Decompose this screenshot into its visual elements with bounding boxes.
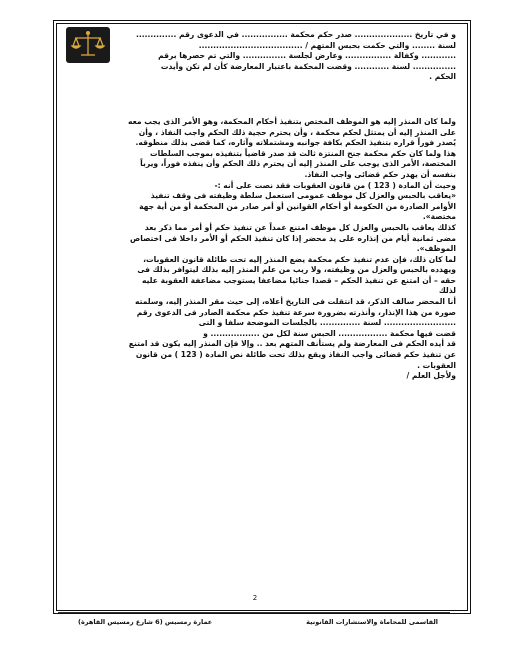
footer-office-name: القاسمى للمحاماة والاستشارات القانونية (306, 618, 438, 626)
page-footer (78, 616, 438, 628)
footer-address: عمارة رمسيس (6 شارع رمسيس القاهرة) (78, 618, 213, 626)
paragraph-court-ruling: هذا ولما كان حكم محكمة جنح المنتزة ثالث قد صدر قاضياً بتنفيذه بموجب السلطات المختصة، الأمر الذى يوجب على المنذر إليه أن يحترم ذلك الحكم وأن ينفذه فوراً، ويرباً بنفسه أن يهدر حكم قضائى واجب النفاذ. (140, 148, 456, 179)
document-body (126, 30, 456, 382)
paragraph-appeal-line: ............... لسنة ............ وقضت المحكمة باعتبار المعارضة كأن لم تكن وأيدت (160, 61, 456, 71)
paragraph-article-quote-1: «يعاقب بالحبس والعزل كل موظف عمومى استعمل سلطة وظيفته فى وقف تنفيذ الأوامر الصادرة من الحكومة أو أحكام القوانين أو أمر صادر من المحكمة أو من أية جهة مختصة». (139, 191, 456, 222)
page-number: 2 (252, 594, 258, 602)
paragraph-date-line: و في تاريخ .................... صدر حكم محكمة ................ في الدعوى رقم .............. (135, 30, 456, 39)
paragraph-sentence-line: لسنة ........ والتي حكمت بحبس المتهم / .................................... (198, 40, 456, 50)
paragraph-closing: ولأجل العلم / (406, 371, 456, 381)
paragraph-bailiff-statement: أنا المحضر سالف الذكر، قد انتقلت فى التاريخ أعلاه، إلى حيث مقر المنذر إليه، وسلمته صورة من هذا الإنذار، وأنذرته بضرورة سرعة تنفيذ حكم محكمة الصادر فى الدعوى رقم ......................... لسنة .............. بالجلسات الموضحة سلفا و التى (135, 297, 456, 328)
paragraph-ruling-detail: قضت فيها محكمة ................. الحبس سنة لكل من ................. و (203, 328, 456, 338)
paragraph-final-warning: قد أيده الحكم فى المعارضة ولم يستأنف المتهم بعد .. وإلا فإن المنذر إليه يكون قد امتنع عن تنفيذ حكم قضائى واجب النفاذ ويقع بذلك تحت طائلة نص المادة ( 123 ) من قانون العقوبات . (128, 339, 456, 370)
paragraph-bail-line: ............ وكفالة ................ وعارض لجلسة ............... والتي تم حصرها برقم (158, 51, 456, 61)
blank-gap (126, 83, 456, 117)
paragraph-judgment-word: الحكم . (429, 72, 456, 82)
paragraph-consequence: لما كان ذلك، فإن عدم تنفيذ حكم محكمة يضع المنذر إليه تحت طائلة قانون العقوبات، ويهدده بالحبس والعزل من وظيفته، ولا ريب من علم المنذر إليه بذلك ليتوافر بذلك فى حقه – أن امتنع عن تنفيذ الحكم – قصدا جنائيا مضاعفا يستوجب مضاعفة العقوبة عليه لذلك (137, 254, 456, 296)
paragraph-obligation: ولما كان المنذر إليه هو الموظف المختص بتنفيذ أحكام المحكمة، وهو الأمر الذى يجب معه على المنذر إليه أن يمتثل لحكم محكمة ، وأن يحترم حجية ذلك الحكم واجب النفاذ ، وأن يُصدر فوراً قراره بتنفيذ الحكم بكافة جوانبه ومشتملاته وآثاره، كما قضى بذلك منطوقه. (128, 116, 456, 148)
scales-of-justice-logo (66, 27, 110, 63)
paragraph-article-intro: وحيث أن المادة ( 123 ) من قانون العقوبات فقد نصت على أنه :- (214, 180, 456, 190)
footer-divider (58, 612, 450, 613)
paragraph-article-quote-2: كذلك يعاقب بالحبس والعزل كل موظف امتنع عمداً عن تنفيذ حكم أو أمر مما ذكر بعد مضى ثمانية أيام من إنذاره على يد محضر إذا كان تنفيذ الحكم أو الأمر داخلا فى اختصاص الموظف». (130, 222, 456, 254)
